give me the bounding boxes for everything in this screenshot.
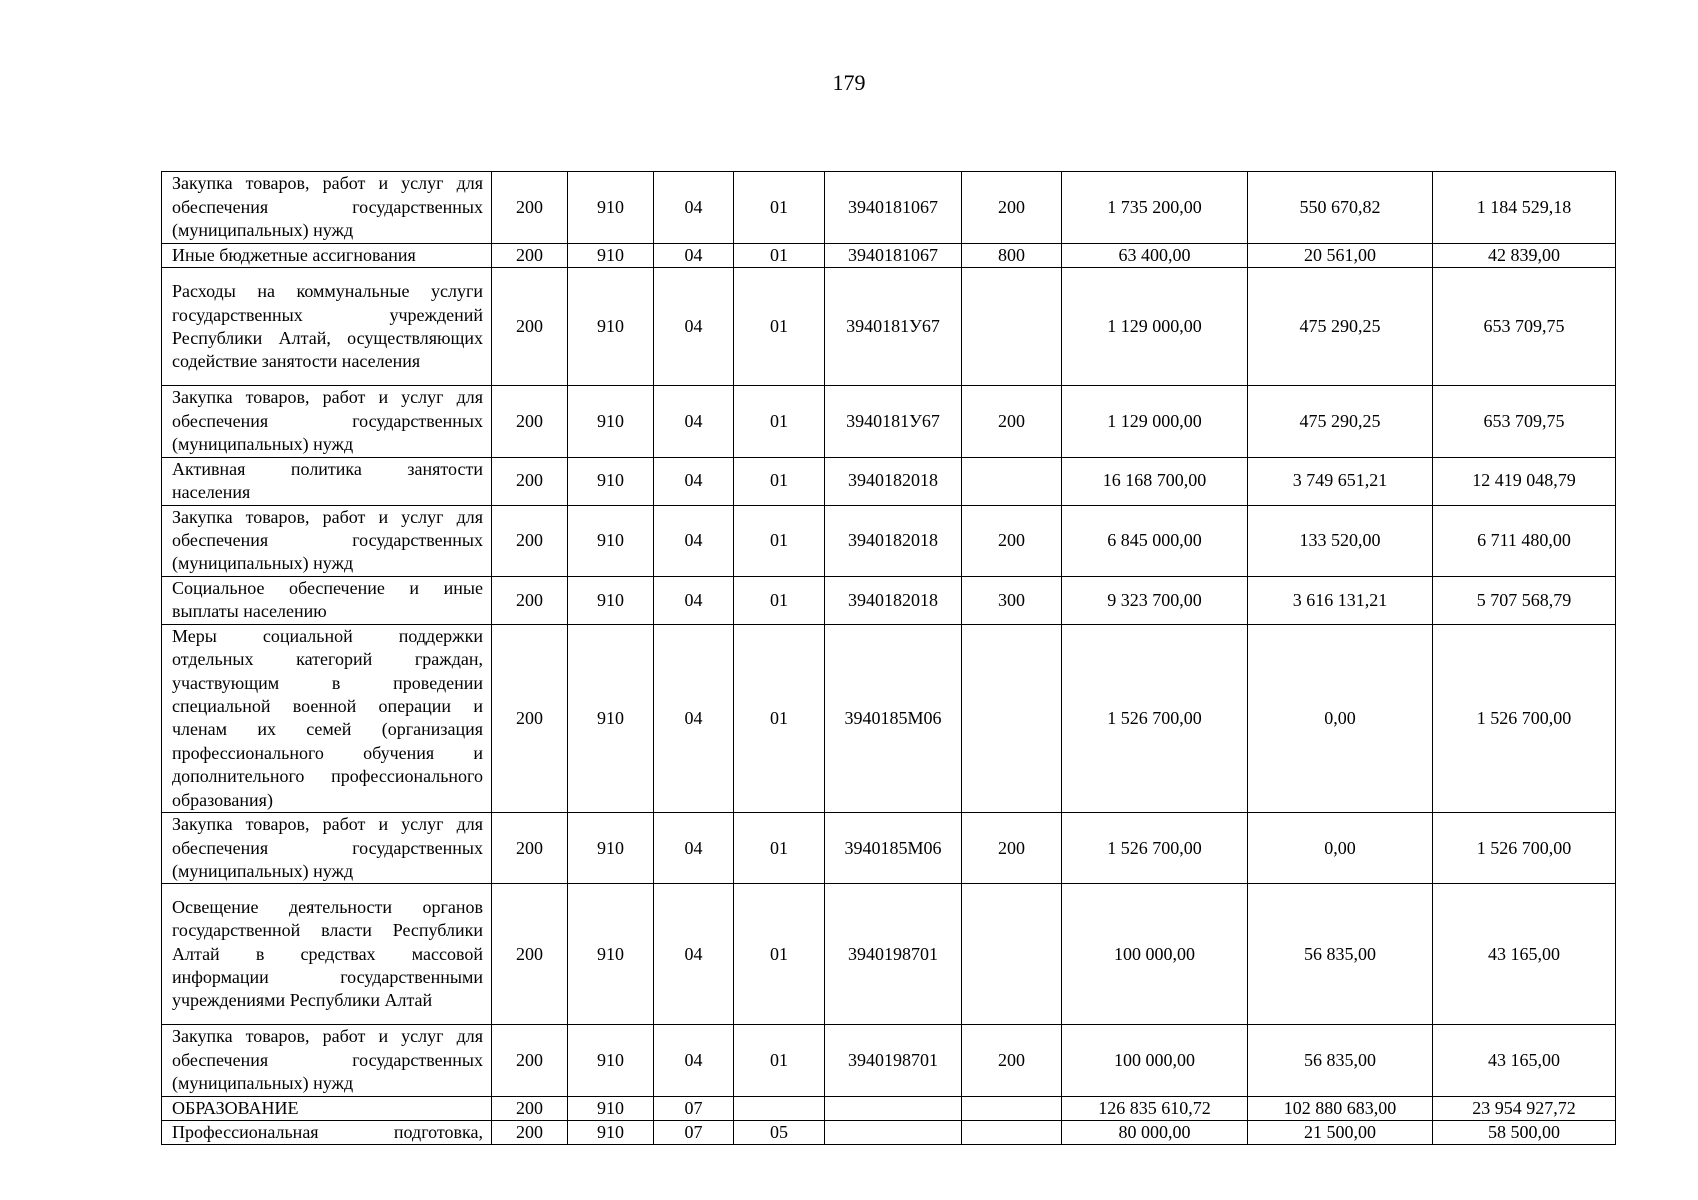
cell-c2: 910	[568, 457, 654, 505]
cell-c6	[962, 1096, 1062, 1120]
cell-v3: 6 711 480,00	[1433, 505, 1616, 576]
cell-c6	[962, 884, 1062, 1025]
cell-v1: 1 129 000,00	[1062, 268, 1248, 386]
cell-c6: 200	[962, 1025, 1062, 1096]
cell-c4: 01	[734, 1025, 825, 1096]
cell-c2: 910	[568, 624, 654, 812]
row-name: Закупка товаров, работ и услуг для обеспечения государственных (муниципальных) нужд	[162, 813, 492, 884]
row-name: Освещение деятельности органов государственной власти Республики Алтай в средствах массовой информации государственными учреждениями Республики Алтай	[162, 884, 492, 1025]
cell-c6: 200	[962, 813, 1062, 884]
cell-c3: 07	[654, 1096, 734, 1120]
cell-v2: 475 290,25	[1248, 268, 1433, 386]
table-row	[162, 1120, 1616, 1144]
cell-c6	[962, 268, 1062, 386]
row-name: Закупка товаров, работ и услуг для обеспечения государственных (муниципальных) нужд	[162, 172, 492, 244]
table-row	[162, 268, 1616, 386]
cell-c2: 910	[568, 244, 654, 268]
cell-c3: 04	[654, 244, 734, 268]
cell-v1: 1 526 700,00	[1062, 624, 1248, 812]
page-number: 179	[832, 70, 866, 95]
table-row	[162, 244, 1616, 268]
cell-c6: 200	[962, 172, 1062, 244]
cell-c6: 300	[962, 576, 1062, 624]
cell-c4: 05	[734, 1120, 825, 1144]
cell-c2: 910	[568, 884, 654, 1025]
cell-c5: 3940181067	[825, 244, 962, 268]
cell-c4: 01	[734, 244, 825, 268]
row-name: Меры социальной поддержки отдельных категорий граждан, участвующим в проведении специальной военной операции и членам их семей (организация профессионального обучения и дополнительного профессионального образования)	[162, 624, 492, 812]
cell-c5: 3940181У67	[825, 268, 962, 386]
row-name: Закупка товаров, работ и услуг для обеспечения государственных (муниципальных) нужд	[162, 1025, 492, 1096]
cell-v3: 23 954 927,72	[1433, 1096, 1616, 1120]
row-name: Расходы на коммунальные услуги государственных учреждений Республики Алтай, осуществляющих содействие занятости населения	[162, 268, 492, 386]
cell-c2: 910	[568, 576, 654, 624]
cell-v2: 3 749 651,21	[1248, 457, 1433, 505]
cell-c4: 01	[734, 505, 825, 576]
table-row	[162, 884, 1616, 1025]
cell-v1: 80 000,00	[1062, 1120, 1248, 1144]
cell-v2: 133 520,00	[1248, 505, 1433, 576]
cell-c4: 01	[734, 386, 825, 457]
cell-c4: 01	[734, 813, 825, 884]
cell-c3: 04	[654, 386, 734, 457]
row-name: Закупка товаров, работ и услуг для обеспечения государственных (муниципальных) нужд	[162, 386, 492, 457]
cell-v3: 1 184 529,18	[1433, 172, 1616, 244]
cell-c3: 04	[654, 268, 734, 386]
cell-c1: 200	[492, 884, 568, 1025]
row-name: Иные бюджетные ассигнования	[162, 244, 492, 268]
cell-v1: 1 129 000,00	[1062, 386, 1248, 457]
cell-c6	[962, 1120, 1062, 1144]
cell-c1: 200	[492, 624, 568, 812]
cell-v3: 653 709,75	[1433, 268, 1616, 386]
cell-c1: 200	[492, 1096, 568, 1120]
cell-c4: 01	[734, 576, 825, 624]
cell-c1: 200	[492, 172, 568, 244]
cell-c1: 200	[492, 268, 568, 386]
cell-v3: 42 839,00	[1433, 244, 1616, 268]
cell-c3: 04	[654, 172, 734, 244]
cell-c5: 3940185М06	[825, 624, 962, 812]
cell-v2: 21 500,00	[1248, 1120, 1433, 1144]
table-row	[162, 1096, 1616, 1120]
cell-v1: 9 323 700,00	[1062, 576, 1248, 624]
cell-c2: 910	[568, 1120, 654, 1144]
cell-c6: 200	[962, 386, 1062, 457]
cell-c4: 01	[734, 172, 825, 244]
cell-c3: 04	[654, 576, 734, 624]
cell-c5	[825, 1096, 962, 1120]
cell-v2: 3 616 131,21	[1248, 576, 1433, 624]
row-name: Закупка товаров, работ и услуг для обеспечения государственных (муниципальных) нужд	[162, 505, 492, 576]
cell-c1: 200	[492, 1120, 568, 1144]
cell-c1: 200	[492, 576, 568, 624]
table-row	[162, 457, 1616, 505]
cell-v2: 0,00	[1248, 624, 1433, 812]
cell-c1: 200	[492, 505, 568, 576]
cell-c4: 01	[734, 884, 825, 1025]
cell-c5: 3940182018	[825, 505, 962, 576]
cell-v1: 100 000,00	[1062, 1025, 1248, 1096]
table-row	[162, 386, 1616, 457]
cell-v2: 550 670,82	[1248, 172, 1433, 244]
cell-v1: 1 735 200,00	[1062, 172, 1248, 244]
cell-c3: 04	[654, 457, 734, 505]
cell-c1: 200	[492, 1025, 568, 1096]
cell-c5: 3940185М06	[825, 813, 962, 884]
cell-v3: 5 707 568,79	[1433, 576, 1616, 624]
row-name: ОБРАЗОВАНИЕ	[162, 1096, 492, 1120]
cell-c4: 01	[734, 268, 825, 386]
cell-v2: 102 880 683,00	[1248, 1096, 1433, 1120]
cell-v3: 12 419 048,79	[1433, 457, 1616, 505]
cell-c1: 200	[492, 386, 568, 457]
cell-c5: 3940181У67	[825, 386, 962, 457]
cell-v1: 6 845 000,00	[1062, 505, 1248, 576]
cell-c6: 800	[962, 244, 1062, 268]
cell-v3: 58 500,00	[1433, 1120, 1616, 1144]
cell-c1: 200	[492, 813, 568, 884]
cell-v1: 100 000,00	[1062, 884, 1248, 1025]
cell-c2: 910	[568, 813, 654, 884]
cell-v3: 1 526 700,00	[1433, 813, 1616, 884]
cell-c3: 07	[654, 1120, 734, 1144]
cell-v2: 20 561,00	[1248, 244, 1433, 268]
table-row	[162, 576, 1616, 624]
cell-v1: 63 400,00	[1062, 244, 1248, 268]
row-name: Социальное обеспечение и иные выплаты населению	[162, 576, 492, 624]
table-row	[162, 505, 1616, 576]
cell-c3: 04	[654, 884, 734, 1025]
cell-c5	[825, 1120, 962, 1144]
cell-v1: 126 835 610,72	[1062, 1096, 1248, 1120]
row-name: Активная политика занятости населения	[162, 457, 492, 505]
cell-v3: 43 165,00	[1433, 884, 1616, 1025]
cell-c4: 01	[734, 457, 825, 505]
cell-v2: 56 835,00	[1248, 884, 1433, 1025]
table-row	[162, 813, 1616, 884]
cell-c5: 3940198701	[825, 884, 962, 1025]
cell-c1: 200	[492, 244, 568, 268]
cell-v2: 0,00	[1248, 813, 1433, 884]
cell-c2: 910	[568, 268, 654, 386]
cell-v2: 56 835,00	[1248, 1025, 1433, 1096]
cell-c6: 200	[962, 505, 1062, 576]
cell-c5: 3940181067	[825, 172, 962, 244]
cell-c4: 01	[734, 624, 825, 812]
cell-c3: 04	[654, 813, 734, 884]
budget-table	[161, 171, 1616, 1145]
cell-c6	[962, 457, 1062, 505]
cell-v3: 1 526 700,00	[1433, 624, 1616, 812]
cell-c6	[962, 624, 1062, 812]
cell-c1: 200	[492, 457, 568, 505]
cell-v3: 653 709,75	[1433, 386, 1616, 457]
cell-c3: 04	[654, 1025, 734, 1096]
cell-c2: 910	[568, 386, 654, 457]
cell-c3: 04	[654, 505, 734, 576]
cell-c2: 910	[568, 1025, 654, 1096]
cell-c4	[734, 1096, 825, 1120]
cell-c2: 910	[568, 1096, 654, 1120]
table-row	[162, 1025, 1616, 1096]
cell-v3: 43 165,00	[1433, 1025, 1616, 1096]
row-name: Профессиональная подготовка,	[162, 1120, 492, 1144]
cell-v2: 475 290,25	[1248, 386, 1433, 457]
cell-c2: 910	[568, 505, 654, 576]
table-row	[162, 172, 1616, 244]
cell-c5: 3940198701	[825, 1025, 962, 1096]
cell-c2: 910	[568, 172, 654, 244]
cell-c5: 3940182018	[825, 457, 962, 505]
cell-v1: 16 168 700,00	[1062, 457, 1248, 505]
cell-v1: 1 526 700,00	[1062, 813, 1248, 884]
cell-c3: 04	[654, 624, 734, 812]
cell-c5: 3940182018	[825, 576, 962, 624]
table-row	[162, 624, 1616, 812]
